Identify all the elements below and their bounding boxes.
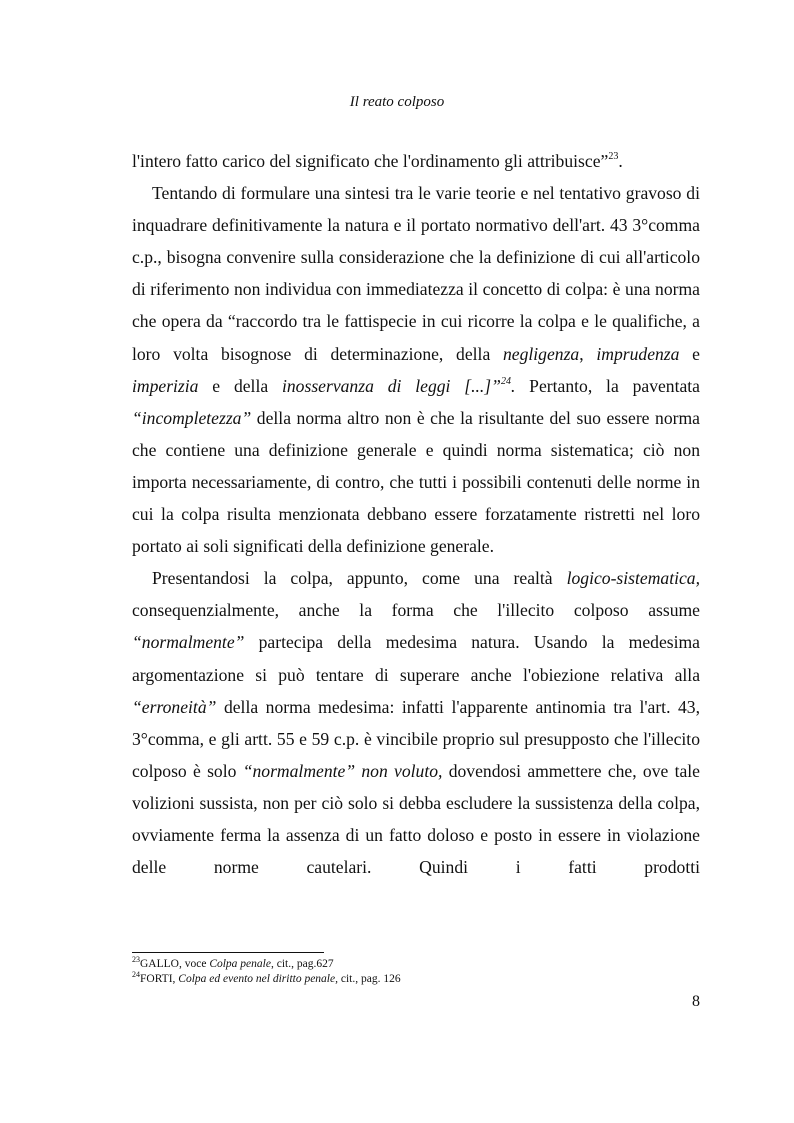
paragraph-2: Tentando di formulare una sintesi tra le varie teorie e nel tentativo gravoso di inquadrare definitivamente la natura e il portato normativo dell'art. 43 3°comma c.p., bisogna convenire sulla considerazione che la definizione di cui all'articolo di riferimento non individua con immediatezza il concetto di colpa: è una norma che opera da “raccordo tra le fattispecie in cui ricorre la colpa e le qualifiche, a loro volta bisognose di determinazione, della negligenza, imprudenza e imperizia e della inosservanza di leggi [...]”$^{24}$. Pertanto, la paventata “incompletezza” della norma altro non è che la risultante del suo essere norma che contiene una definizione generale e quindi norma sistematica; ciò non importa necessariamente, di contro, che tutti i possibili contenuti delle norme in cui la colpa risulta menzionata debbano essere forzatamente ristretti nel loro portato ai soli significati della definizione generale. [132,183,700,557]
footnotes [132,957,700,987]
footnote-ref-24: 24 [500,375,511,387]
paragraph-1: l'intero fatto carico del significato che l'ordinamento gli attribuisce”$^{23}$. [132,151,623,171]
footnote-23: $^{23}$GALLO, voce Colpa penale, cit., pag.627 [132,955,334,970]
body-text [132,145,700,883]
footnote-24: $^{24}$FORTI, Colpa ed evento nel diritto penale, cit., pag. 126 [132,970,401,985]
paragraph-3: Presentandosi la colpa, appunto, come una realtà logico-sistematica, consequenzialmente, anche la forma che l'illecito colposo assume “normalmente” partecipa della medesima natura. Usando la medesima argomentazione si può tentare di superare anche l'obiezione relativa alla “erroneità” della norma medesima: infatti l'apparente antinomia tra l'art. 43, 3°comma, e gli artt. 55 e 59 c.p. è vincibile proprio sul presupposto che l'illecito colposo è solo “normalmente” non voluto, dovendosi ammettere che, ove tale volizioni sussista, non per ciò solo si debba escludere la sussistenza della colpa, ovviamente ferma la assenza di un fatto doloso e posto in essere in violazione delle norme cautelari. Quindi i fatti prodotti [132,568,700,878]
running-header: Il reato colposo [349,94,445,110]
footnote-ref-23: 23 [608,151,619,163]
footnote-separator [132,952,324,953]
page-number: 8 [692,993,700,1010]
